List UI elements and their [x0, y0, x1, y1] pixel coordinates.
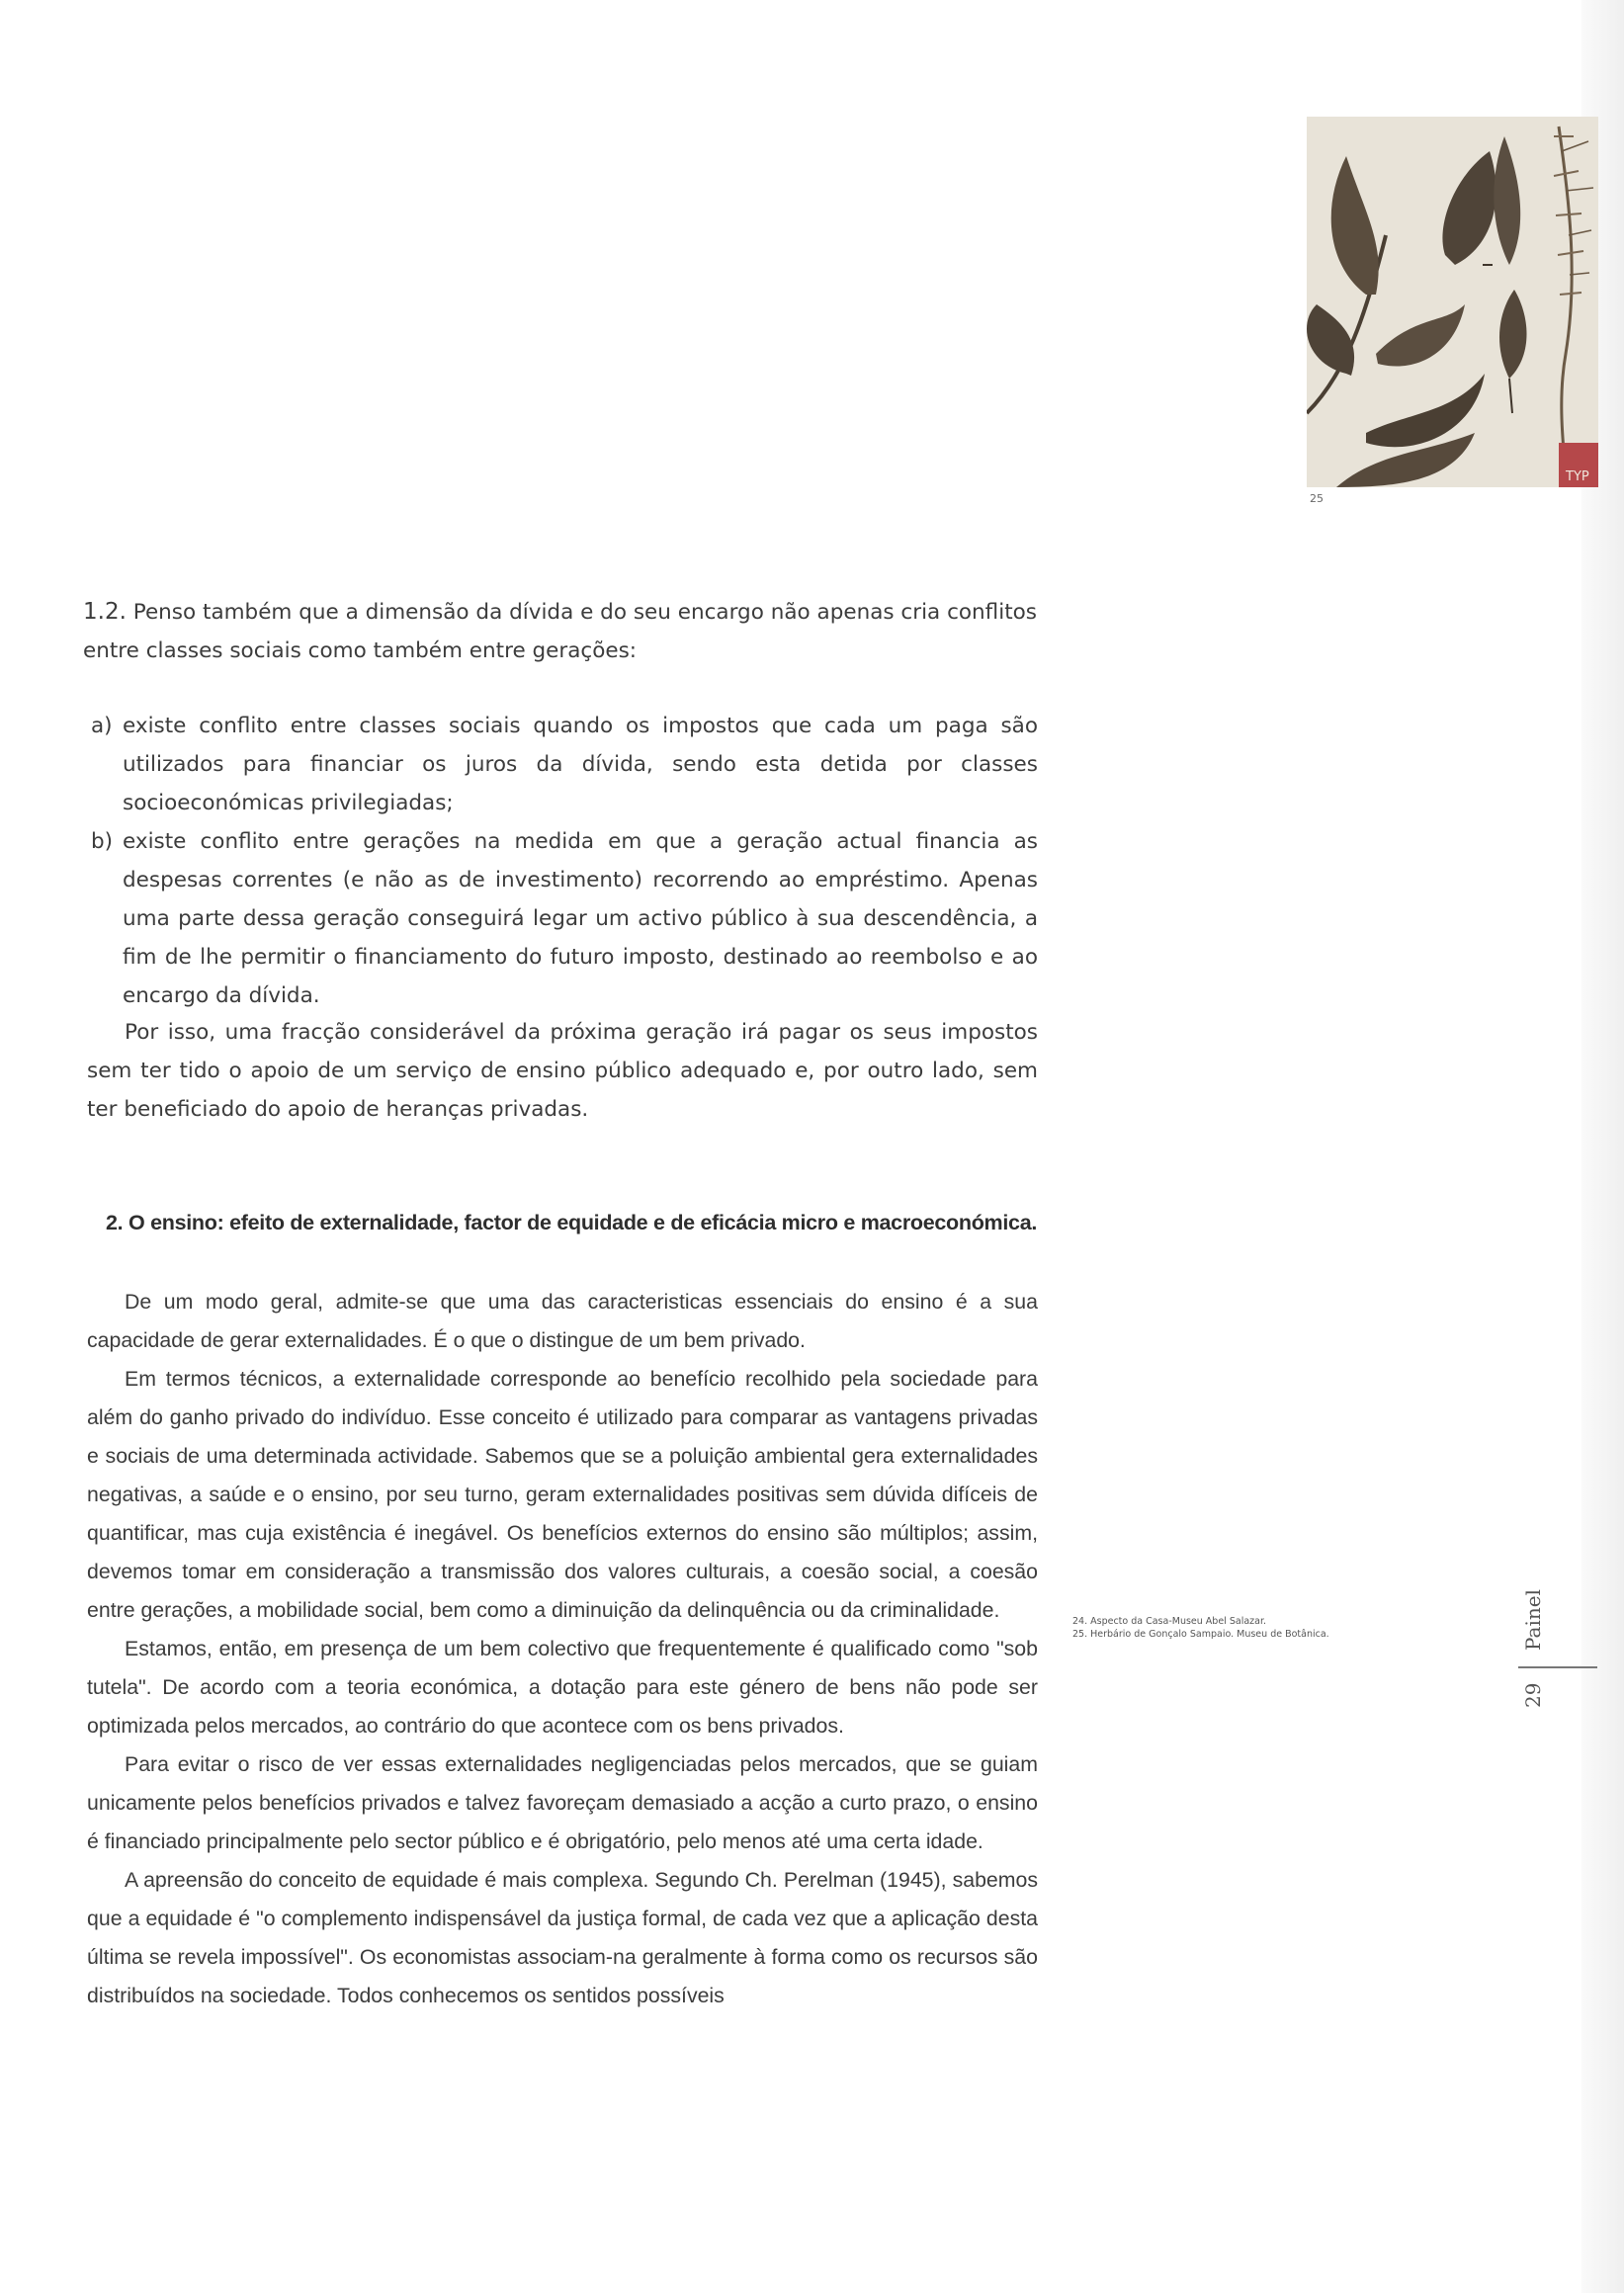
section-1-2-conclusion [87, 1013, 1038, 1129]
list-item-text: existe conflito entre gerações na medida em que a geração actual financia as despesas correntes (e não as de investimento) recorrendo ao empréstimo. Apenas uma parte dessa geração conseguirá legar um activo público à sua descendência, a fim de lhe permitir o financiamento do futuro imposto, destinado ao reembolso e ao encargo da dívida. [123, 829, 1038, 1008]
running-head-label [1521, 1585, 1551, 1651]
body-paragraph: Estamos, então, em presença de um bem colectivo que frequentemente é qualificado como "sob tutela". De acordo com a teoria económica, a dotação para este género de bens não pode ser optimizada pelos mercados, ao contrário do que acontece com os bens privados. [87, 1637, 1038, 1738]
herbarium-image [1307, 117, 1598, 487]
running-head-text: Painel [1521, 1589, 1545, 1651]
page-number [1521, 1680, 1551, 1710]
running-head-divider [1518, 1666, 1597, 1668]
stamp-label: TYP [1566, 469, 1589, 484]
list-item-label: b) [91, 829, 114, 854]
section-number: 1.2. [83, 599, 127, 625]
herbarium-plant-illustration [1307, 117, 1598, 487]
body-paragraph: A apreensão do conceito de equidade é mais complexa. Segundo Ch. Perelman (1945), sabemos que a equidade é "o complemento indispensável da justiça formal, de cada vez que a aplicação desta última se revela impossível". Os economistas associam-na geralmente à forma como os recursos são distribuídos na sociedade. Todos conhecemos os sentidos possíveis [87, 1868, 1038, 2007]
body-paragraph: Em termos técnicos, a externalidade corresponde ao benefício recolhido pela sociedade para além do ganho privado do indivíduo. Esse conceito é utilizado para comparar as vantagens privadas e sociais de uma determinada actividade. Sabemos que se a poluição ambiental gera externalidades negativas, a saúde e o ensino, por seu turno, geram externalidades positivas sem dúvida difíceis de quantificar, mas cuja existência é inegável. Os benefícios externos do ensino são múltiplos; assim, devemos tomar em consideração a transmissão dos valores culturais, a coesão social, a coesão entre gerações, a mobilidade social, bem como a diminuição da delinquência ou da criminalidade. [87, 1367, 1038, 1622]
list-item [91, 822, 1038, 1015]
figure-captions [1072, 1615, 1369, 1641]
body-paragraph: De um modo geral, admite-se que uma das caracteristicas essenciais do ensino é a sua capacidade de gerar externalidades. É o que o distingue de um bem privado. [87, 1290, 1038, 1352]
page-number-text: 29 [1521, 1682, 1545, 1708]
caption-item: 24. Aspecto da Casa-Museu Abel Salazar. [1072, 1616, 1267, 1627]
list-item-text: existe conflito entre classes sociais quando os impostos que cada um paga são utilizados para financiar os juros da dívida, sendo esta detida por classes socioeconómicas privilegiadas; [123, 714, 1038, 815]
list-item-label: a) [91, 714, 113, 738]
section-2-heading: 2. O ensino: efeito de externalidade, factor de equidade e de eficácia micro e macroeconómica. [106, 1211, 1038, 1234]
conclusion-paragraph: Por isso, uma fracção considerável da próxima geração irá pagar os seus impostos sem ter tido o apoio de um serviço de ensino público adequado e, por outro lado, sem ter beneficiado do apoio de heranças privadas. [87, 1020, 1038, 1122]
caption-item: 25. Herbário de Gonçalo Sampaio. Museu de Botânica. [1072, 1629, 1329, 1640]
body-paragraph: Para evitar o risco de ver essas externalidades negligenciadas pelos mercados, que se guiam unicamente pelos benefícios privados e talvez favoreçam demasiado a acção a curto prazo, o ensino é financiado principalmente pelo sector público e é obrigatório, pelo menos até uma certa idade. [87, 1752, 1038, 1853]
conflict-list [91, 707, 1038, 1015]
section-intro-text: Penso também que a dimensão da dívida e do seu encargo não apenas cria conflitos entre classes sociais como também entre gerações: [83, 600, 1037, 663]
list-item [91, 707, 1038, 822]
section-1-2-intro [83, 593, 1037, 670]
figure-number: 25 [1310, 492, 1324, 505]
section-2-body [87, 1283, 1038, 2015]
